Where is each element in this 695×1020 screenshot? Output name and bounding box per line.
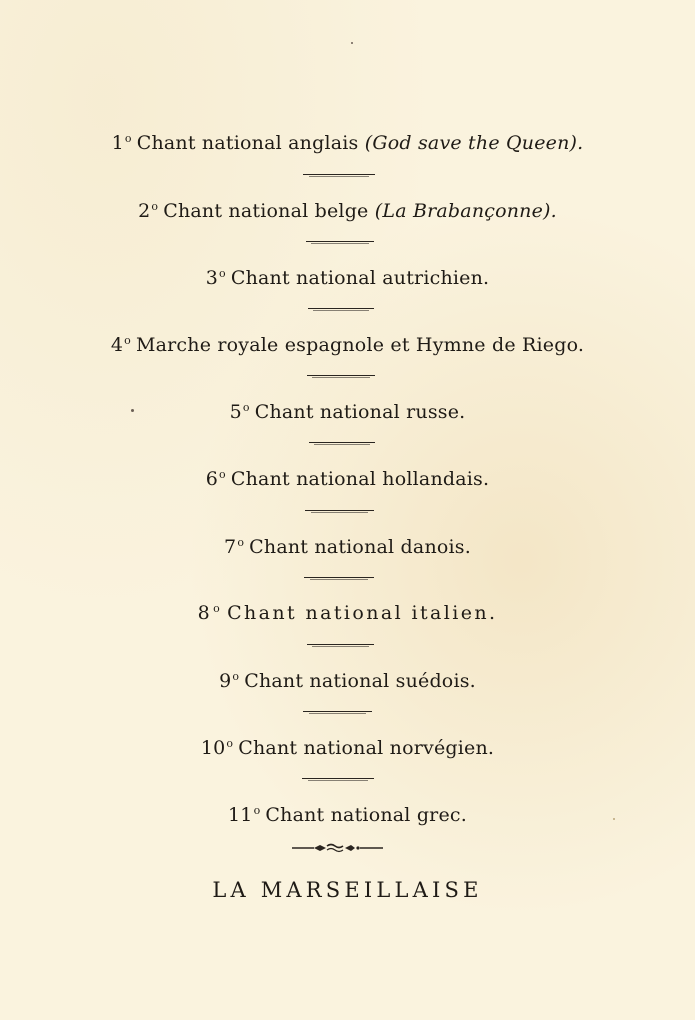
item-title: Chant national anglais [136,132,359,154]
divider-rule [308,308,374,309]
finale-title: LA MARSEILLAISE [212,878,483,902]
item-number: 1 [111,132,124,154]
program-item-2 [0,195,695,223]
divider-rule [307,375,375,376]
item-number: 10 [200,737,226,759]
item-title: Chant national danois. [249,536,471,558]
item-title: Marche royale espagnole et Hymne de Riego. [135,334,585,356]
ornament-divider-icon [290,841,385,855]
program-item-3 [0,262,695,290]
item-number: 4 [110,334,124,356]
item-ordinal-mark: o [213,602,223,615]
item-title: Chant national grec. [265,804,467,826]
program-item-6 [0,463,695,491]
program-item-8 [0,597,695,625]
item-subtitle: (La Brabançonne). [374,200,557,222]
item-number: 8 [197,602,213,624]
item-title: Chant national italien. [227,602,498,624]
item-subtitle: (God save the Queen). [364,132,584,154]
program-item-11 [0,799,695,827]
divider-rule [306,241,374,242]
item-ordinal-mark: o [226,737,234,750]
item-ordinal-mark: o [219,267,226,280]
program-item-1 [0,127,695,155]
divider-rule [303,711,372,712]
item-number: 3 [205,267,218,289]
divider-rule [305,510,374,511]
item-title: Chant national hollandais. [230,468,490,490]
paper-speck [351,42,353,44]
divider-rule [309,442,375,443]
item-number: 2 [138,200,151,222]
divider-rule [302,778,374,779]
item-number: 6 [205,468,219,490]
item-ordinal-mark: o [124,132,132,145]
item-ordinal-mark: o [237,536,245,549]
item-number: 11 [228,804,253,826]
item-ordinal-mark: o [253,804,261,817]
divider-rule [304,577,374,578]
program-item-5 [0,396,695,424]
divider-rule [303,174,375,175]
item-title: Chant national belge [163,200,369,222]
program-item-7 [0,531,695,559]
program-item-10 [0,732,695,760]
item-ordinal-mark: o [242,401,250,414]
item-title: Chant national autrichien. [230,267,490,289]
item-ordinal-mark: o [151,200,159,213]
item-title: Chant national norvégien. [238,737,495,759]
divider-rule [307,644,374,645]
item-ordinal-mark: o [219,468,226,481]
item-number: 9 [219,670,232,692]
item-title: Chant national suédois. [244,670,476,692]
item-title: Chant national russe. [254,401,466,423]
item-number: 5 [229,401,242,423]
paper-speck [613,818,615,820]
item-ordinal-mark: o [124,334,131,347]
program-item-9 [0,665,695,693]
item-number: 7 [224,536,237,558]
program-item-4 [0,329,695,357]
item-ordinal-mark: o [232,670,240,683]
paper-speck [131,409,134,412]
